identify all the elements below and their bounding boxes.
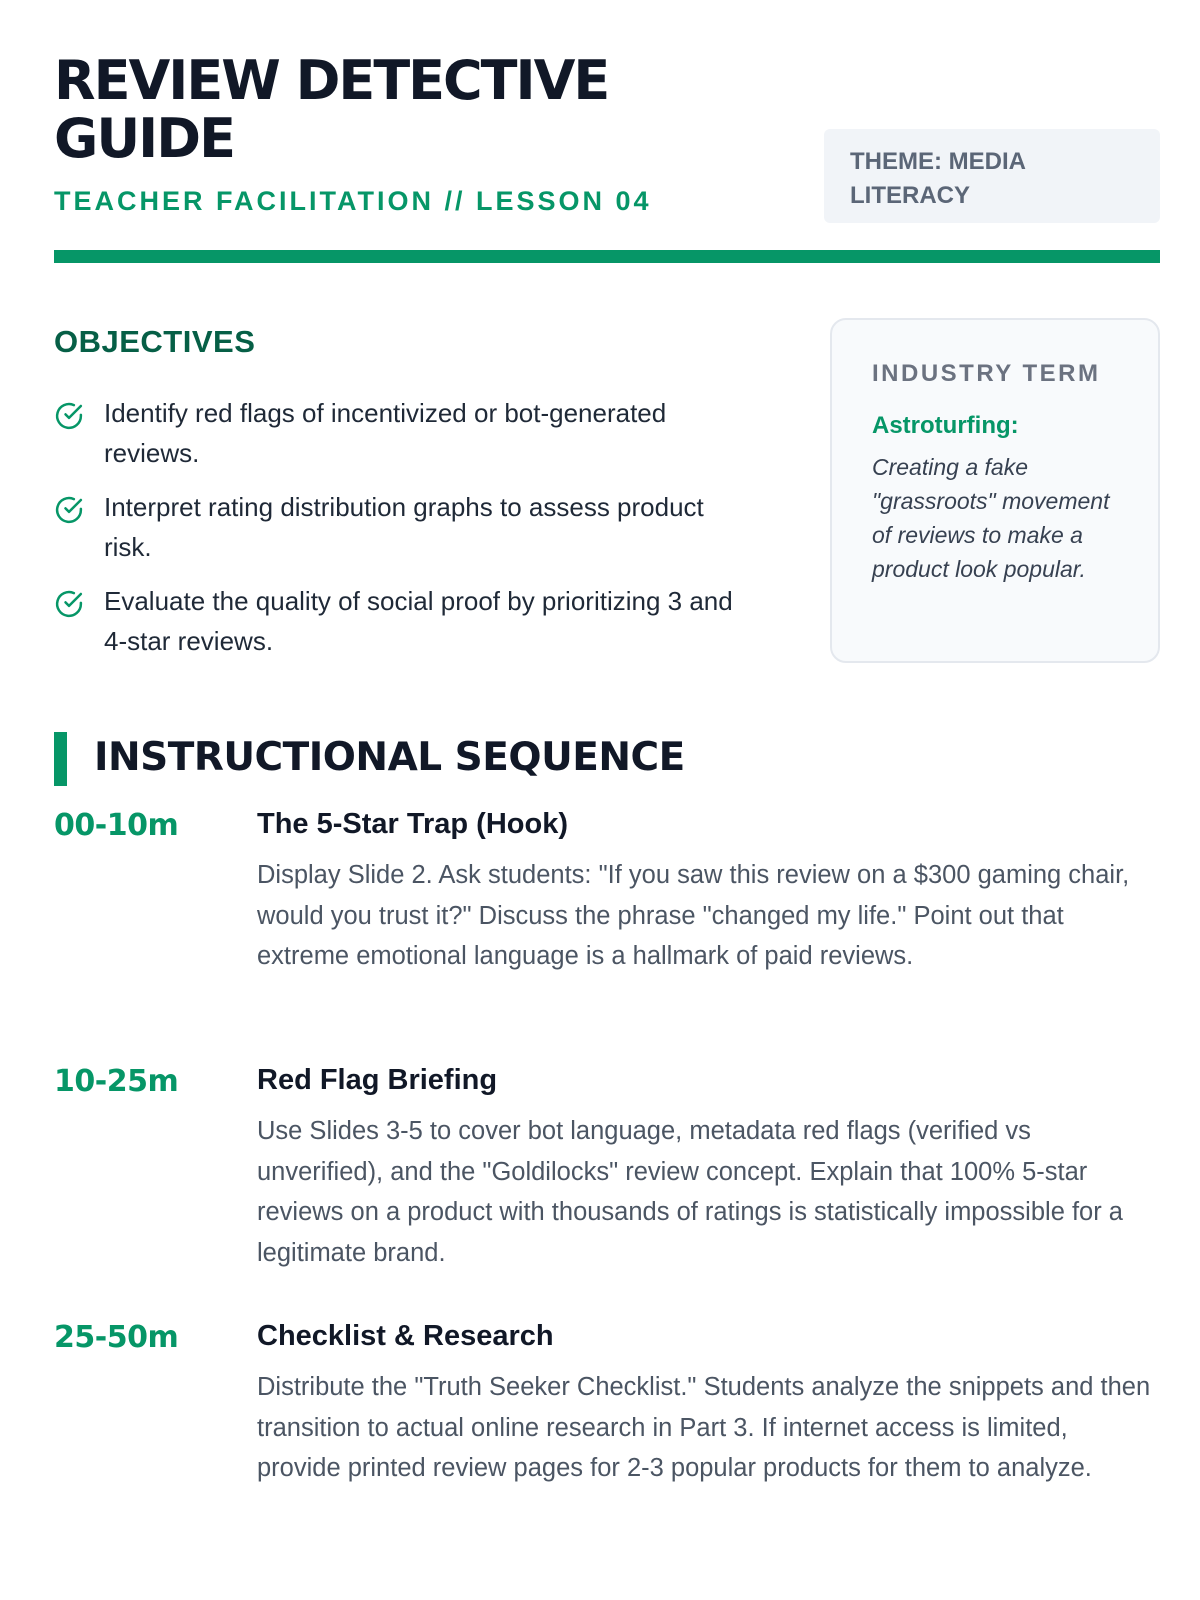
objectives-list (54, 393, 754, 675)
step-title: Red Flag Briefing (257, 1064, 498, 1096)
step-description: Display Slide 2. Ask students: "If you saw this review on a $300 gaming chair, would you trust it?" Discuss the phrase "changed my life." Point out that extreme emotional language is a hallmark of paid reviews. (257, 861, 1130, 970)
objective-text: Identify red flags of incentivized or bot-generated reviews. (104, 398, 667, 468)
theme-badge: THEME: MEDIA LITERACY (824, 129, 1160, 223)
step-title: Checklist & Research (257, 1320, 554, 1352)
title-line-1: REVIEW DETECTIVE (54, 49, 609, 112)
industry-term-card (830, 318, 1160, 663)
term-word: Astroturfing: (872, 412, 1019, 439)
step-description: Distribute the "Truth Seeker Checklist." Students analyze the snippets and then transition to actual online research in Part 3. If internet access is limited, provide printed review pages for 2-3 popular products for them to analyze. (257, 1373, 1151, 1482)
step-title: The 5-Star Trap (Hook) (257, 808, 568, 840)
term-card-label: INDUSTRY TERM (872, 360, 1101, 387)
step-body (257, 1320, 1157, 1489)
objectives-heading: OBJECTIVES (54, 324, 256, 359)
title-line-2: GUIDE (54, 107, 234, 170)
check-circle-icon (54, 401, 84, 431)
lesson-guide-page (54, 0, 1160, 1600)
check-circle-icon (54, 495, 84, 525)
term-definition: Creating a fake "grassroots" movement of reviews to make a product look popular. (872, 454, 1110, 582)
objective-text: Evaluate the quality of social proof by prioritizing 3 and 4-star reviews. (104, 586, 733, 656)
objective-item (54, 393, 754, 473)
sequence-heading: INSTRUCTIONAL SEQUENCE (94, 735, 685, 780)
objective-text: Interpret rating distribution graphs to assess product risk. (104, 492, 704, 562)
section-accent-bar (54, 732, 67, 786)
objective-item (54, 581, 754, 661)
step-body (257, 1064, 1157, 1273)
check-circle-icon (54, 589, 84, 619)
page-title (54, 49, 734, 170)
step-body (257, 808, 1157, 977)
header-divider (54, 250, 1160, 263)
page-subtitle: TEACHER FACILITATION // LESSON 04 (54, 186, 652, 216)
step-description: Use Slides 3-5 to cover bot language, metadata red flags (verified vs unverified), and the "Goldilocks" review concept. Explain that 100% 5-star reviews on a product with thousands of ratings is statistically impossible for a legitimate brand. (257, 1117, 1123, 1267)
step-time: 00-10m (54, 808, 179, 843)
objective-item (54, 487, 754, 567)
step-time: 25-50m (54, 1320, 179, 1355)
step-time: 10-25m (54, 1064, 179, 1099)
